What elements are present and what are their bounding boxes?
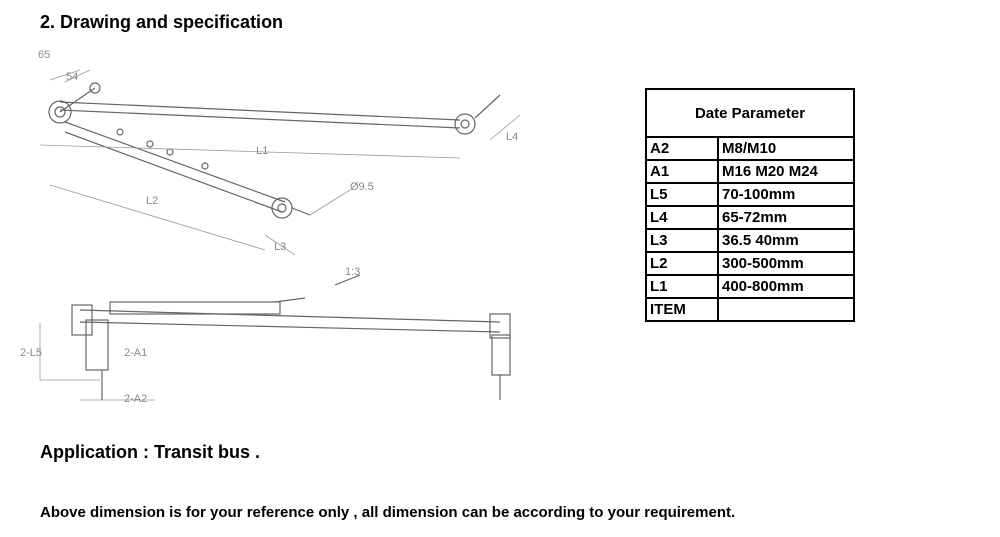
row-key: A1 [646,160,718,183]
dim-2-a2: 2-A2 [124,393,148,405]
row-value: 70-100mm [718,183,854,206]
row-value: 36.5 40mm [718,229,854,252]
table-row [646,252,854,275]
top-rod-l1 [60,102,460,128]
side-view [72,275,510,400]
dim-ratio: 1:3 [345,266,361,278]
row-value: 400-800mm [718,275,854,298]
right-joint-inner [461,120,469,128]
section-heading: 2. Drawing and specification [40,12,284,32]
row-key: A2 [646,137,718,160]
dim-diameter: Ø9.5 [350,181,374,193]
parameter-table [645,88,855,322]
table-row [646,183,854,206]
row-key: ITEM [646,298,718,321]
row-value [718,298,854,321]
drawing-svg [20,40,540,420]
table-row [646,298,854,321]
table-header: Date Parameter [646,89,854,137]
table-row [646,229,854,252]
dim-l3: L3 [274,241,287,253]
dim-l4: L4 [506,131,519,143]
dim-54: 54 [66,71,79,83]
row-key: L2 [646,252,718,275]
application-text: Application : Transit bus . [40,442,261,462]
row-value: M8/M10 [718,137,854,160]
diagonal-rod-l2 [65,122,310,218]
table-row [646,137,854,160]
dim-l2: L2 [146,195,159,207]
right-joint-outer [455,114,475,134]
technical-drawing [20,40,540,420]
dim-l1: L1 [256,145,269,157]
table-row [646,160,854,183]
table-row [646,206,854,229]
row-key: L4 [646,206,718,229]
dim-2-a1: 2-A1 [124,347,148,359]
row-value: M16 M20 M24 [718,160,854,183]
row-key: L5 [646,183,718,206]
table-row [646,275,854,298]
dim-2-l5: 2-L5 [20,347,43,359]
row-key: L3 [646,229,718,252]
row-value: 65-72mm [718,206,854,229]
reference-note: Above dimension is for your reference only , all dimension can be according to your requirement. [40,504,736,521]
row-value: 300-500mm [718,252,854,275]
row-key: L1 [646,275,718,298]
dim-65: 65 [38,49,51,61]
